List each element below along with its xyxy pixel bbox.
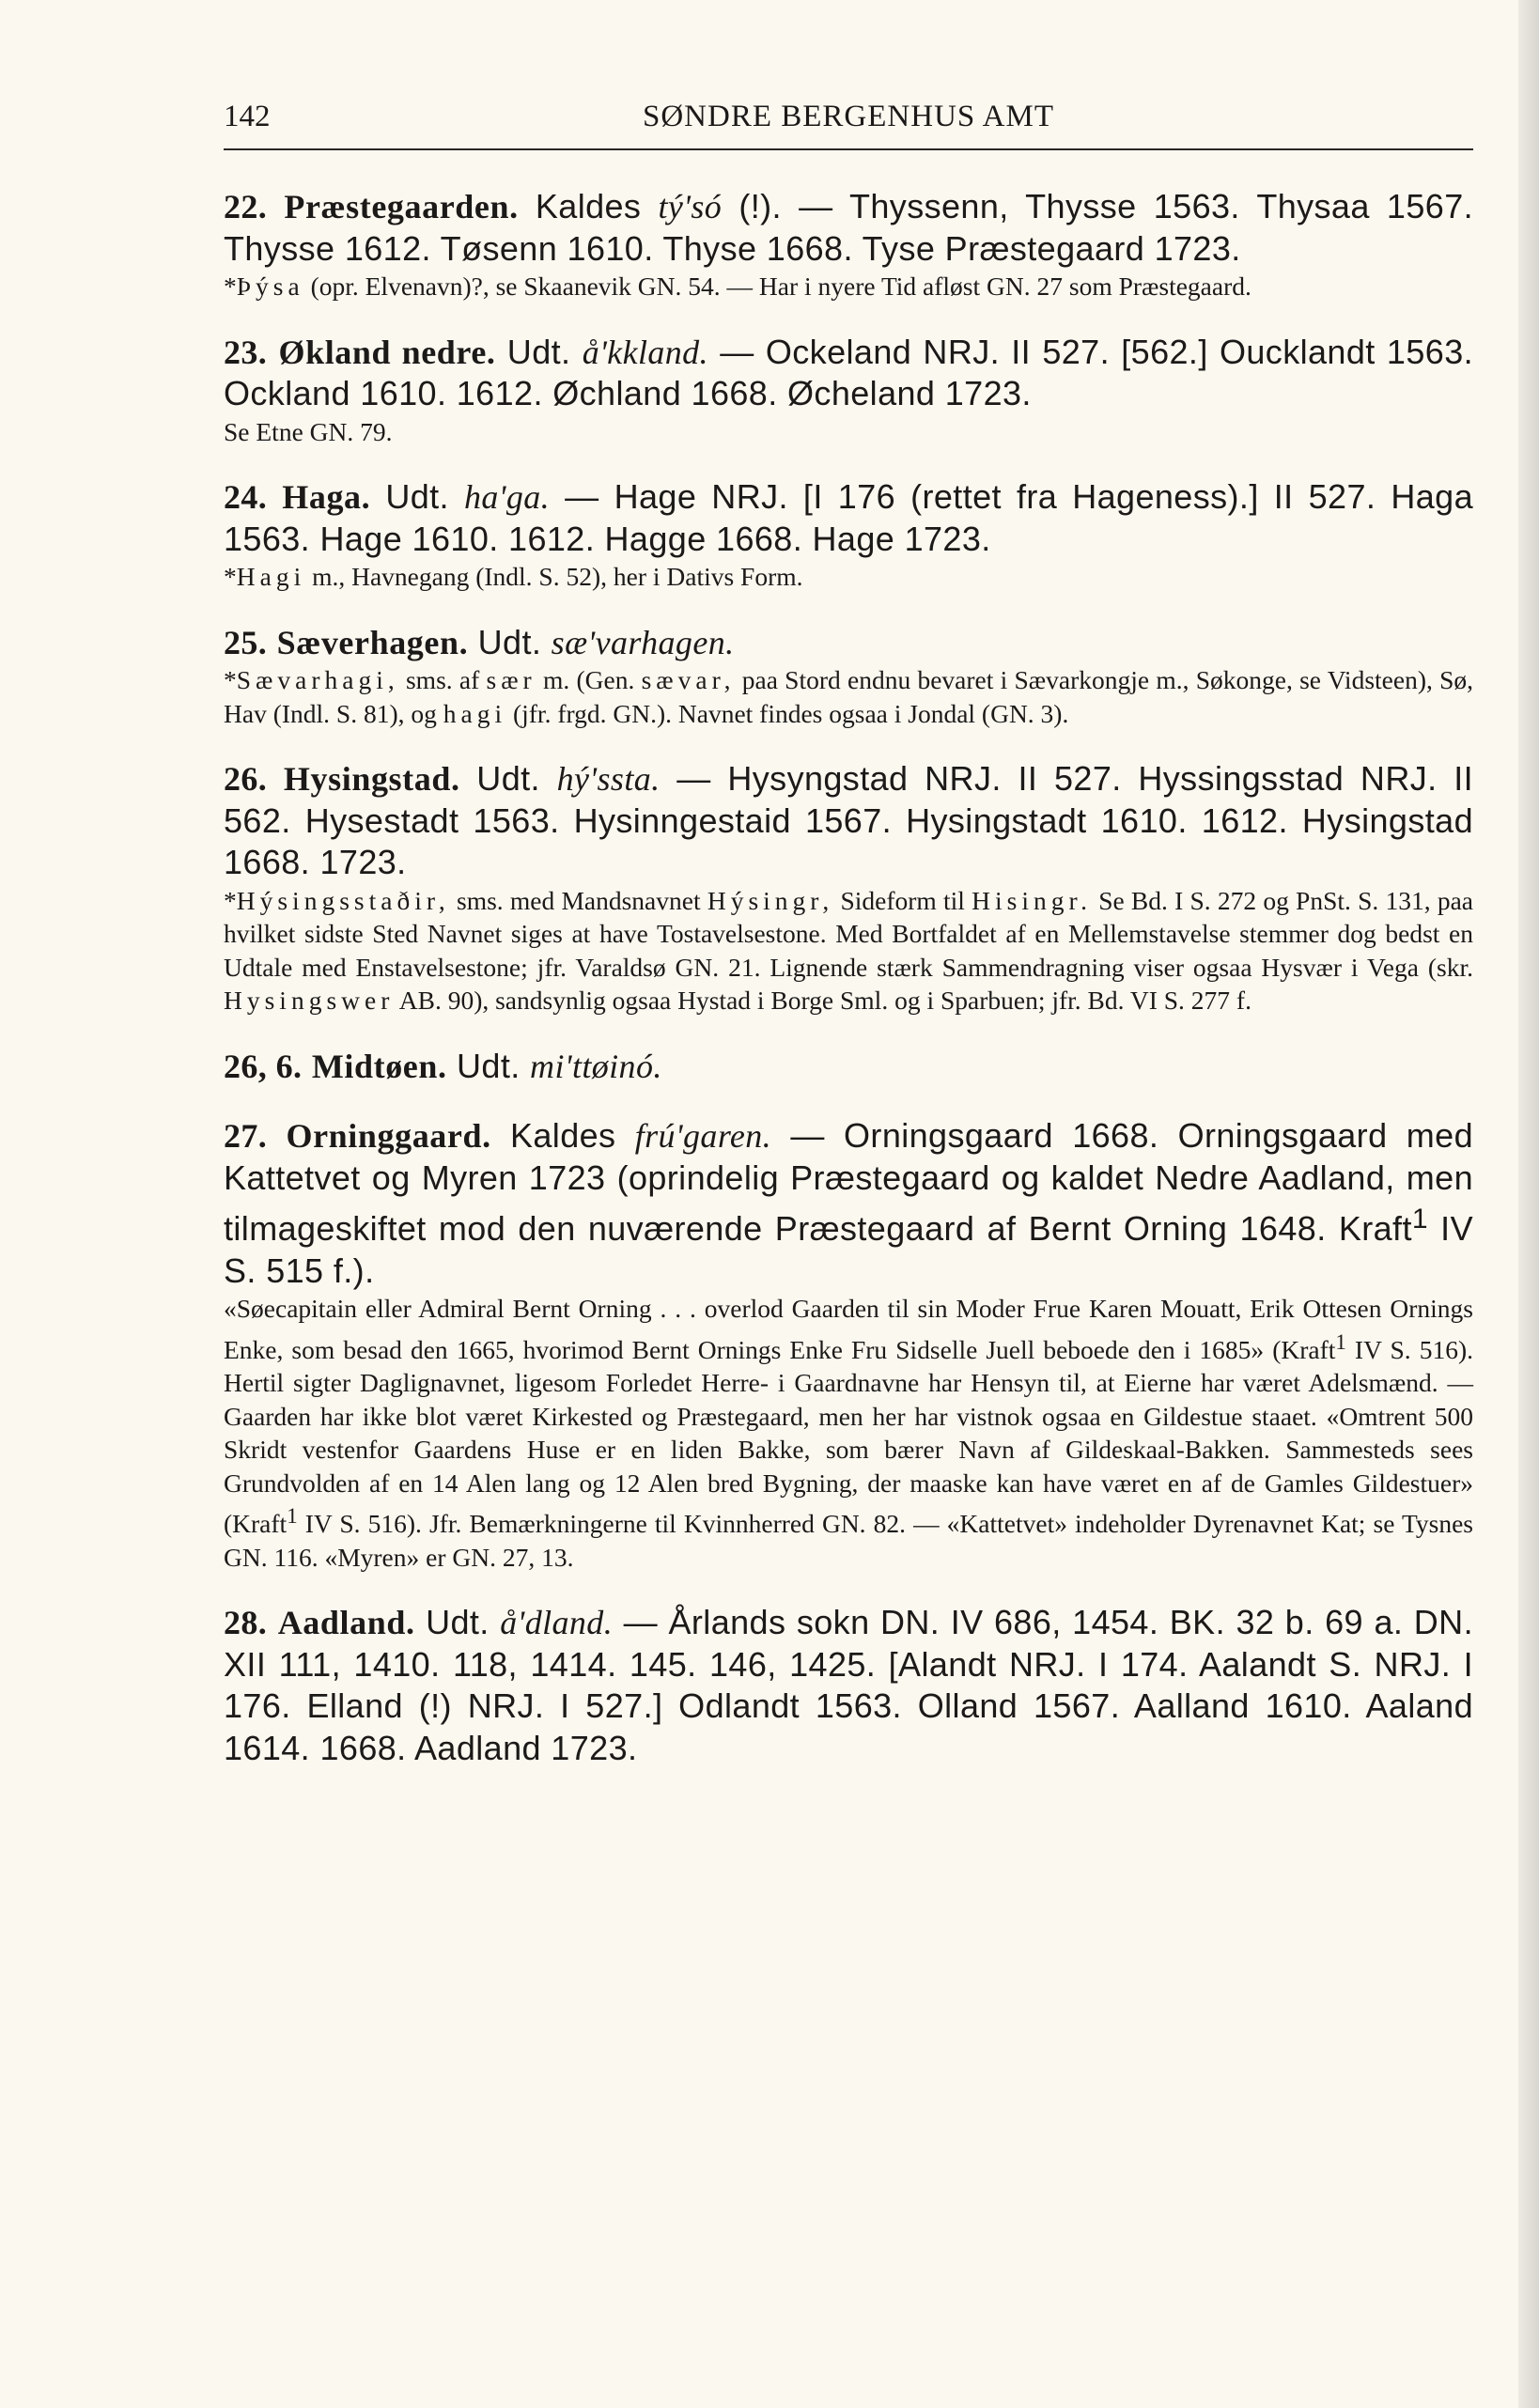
entry-note [224,884,1473,1018]
entry-pronunciation: frú'garen. [634,1117,772,1155]
entry-pronunciation: tý'só [658,188,723,225]
entry-25 [224,622,1473,731]
note-spaced-word: Hisingr. [972,885,1092,915]
entry-forms-tail: IV S. 515 f.). [224,1209,1473,1290]
entry-lead: Udt. [477,622,542,661]
entry-main-text [224,332,1473,415]
entry-lead: Udt. [457,1046,521,1085]
entry-lead: Kaldes [535,187,642,225]
entry-pronunciation: mi'ttøinó. [530,1047,662,1085]
note-text: Se Etne GN. 79. [224,416,393,446]
note-headword: Hagi [236,562,306,591]
note-text: Se Bd. I S. 272 og PnSt. S. 131, paa hvilket sidste Sted Navnet siges at have Tostavelsestone. Med Bortfaldet af en Mellemstavelse stemmer dog bedst en Udtale med Enstavelsestone; jfr. Varaldsø GN. 21. Lignende stærk Sammendragning viser ogsaa Hysvær i Vega (skr. [224,885,1473,982]
entry-number: 25. [224,623,268,661]
note-headword: Hýsingsstaðir, [236,885,450,915]
entry-number: 27. [224,1117,268,1155]
footnote-marker: 1 [1411,1204,1428,1235]
entry-lead: Udt. [476,759,540,798]
note-spaced-word: sær [486,665,536,694]
note-text: sms. med Mandsnavnet [457,885,701,915]
entry-name: Sæverhagen. [276,623,469,661]
entry-note [224,1292,1473,1574]
entry-26 [224,758,1473,1018]
entry-note [224,415,1473,449]
entry-name: Hysingstad. [283,760,460,798]
entry-22 [224,186,1473,303]
entry-number: 24. [224,478,268,516]
note-spaced-word: sævar, [641,665,736,694]
entry-main-text [224,476,1473,560]
entry-note [224,560,1473,594]
entry-number: 26. [224,760,268,798]
entry-number: 23. [224,333,268,371]
note-text: (jfr. frgd. GN.). Navnet findes ogsaa i Jondal (GN. 3). [512,698,1069,728]
note-headword: Sævarhagi, [236,665,399,694]
note-spaced-word: Hýsingr, [707,885,834,915]
note-star: * [224,665,237,694]
entry-forms: — Årlands sokn DN. IV 686, 1454. BK. 32 b. 69 a. DN. XII 111, 1410. 118, 1414. 145. 146, 1425. [Alandt NRJ. I 174. Aalandt S. NRJ. I 176. Elland (!) NRJ. I 527.] Odlandt 1563. Olland 1567. Aalland 1610. Aaland 1614. 1668. Aadland 1723. [224,1603,1473,1767]
entry-28 [224,1602,1473,1769]
entry-forms: — Ockeland NRJ. II 527. [562.] Oucklandt 1563. Ockland 1610. 1612. Øchland 1668. Øcheland 1723. [224,332,1474,412]
entry-name: Haga. [282,478,371,516]
entry-lead: Kaldes [509,1116,616,1155]
entry-main-text [224,1046,1473,1088]
entry-name: Aadland. [277,1604,415,1642]
footnote-marker: 1 [287,1504,298,1529]
note-star: * [224,562,237,591]
entry-name: Midtøen. [311,1047,447,1085]
note-text: Sideform til [840,885,965,915]
entry-forms: — Hysyngstad NRJ. II 527. Hyssingsstad NRJ. II 562. Hysestadt 1563. Hysinngestaid 1567. Hysingstadt 1610. 1612. Hysingstad 1668. 1723. [224,759,1474,881]
entry-main-text [224,758,1473,884]
entry-note [224,270,1473,303]
note-spaced-word: hagi [443,698,507,728]
header-rule [224,148,1473,150]
note-text: «Søecapitain eller Admiral Bernt Orning . . . overlod Gaarden til sin Moder Frue Karen Mouatt, Erik Ottesen Ornings Enke, som besad den 1665, hvorimod Bernt Ornings Enke Fru Sidselle Juell beboede den i 1685» (Kraft [224,1294,1473,1364]
entry-pronunciation: ha'ga. [463,478,551,516]
page-header [224,94,1473,141]
entry-name: Orninggaard. [286,1117,491,1155]
entry-pronunciation: å'kkland. [582,333,708,371]
note-text: m. (Gen. [542,665,635,694]
entry-forms: (!). — Thyssenn, Thysse 1563. Thysaa 1567. Thysse 1612. Tøsenn 1610. Thyse 1668. Tyse Præstegaard 1723. [224,187,1474,268]
entry-forms: — Orningsgaard 1668. Orningsgaard med Kattetvet og Myren 1723 (oprindelig Præstegaard og kaldet Nedre Aadland, men tilmageskiftet mod den nuværende Præstegaard af Bernt Orning 1648. Kraft [224,1116,1473,1248]
entry-lead: Udt. [426,1603,490,1642]
note-text: paa Stord endnu bevaret i Sævarkongje m., Søkonge, se Vidsteen), Sø, Hav (Indl. S. 81), og [224,665,1474,728]
entry-note [224,663,1473,730]
entry-24 [224,476,1473,594]
entry-pronunciation: sæ'varhagen. [551,623,735,661]
entry-forms: — Hage NRJ. [I 176 (rettet fra Hageness).] II 527. Haga 1563. Hage 1610. 1612. Hagge 1668. Hage 1723. [224,477,1473,558]
note-text: IV S. 516). Hertil sigter Daglignavnet, ligesom Forledet Herre- i Gaardnavne har Hensyn til, at Eierne har været Adelsmænd. — Gaarden har ikke blot været Kirkested og Præstegaard, men her har vistnok ogsaa en Gildestue staaet. «Omtrent 500 Skridt vestenfor Gaardens Huse er en liden Bakke, som bærer Navn af Gildeskaal-Bakken. Sammesteds sees Grundvolden af en 14 Alen lang og 12 Alen bred Bygning, der maaske kan have været en af de Gamles Gildestuer» (Kraft [224,1334,1473,1539]
entry-pronunciation: å'dland. [500,1604,614,1642]
entry-27 [224,1115,1473,1574]
running-title: SØNDRE BERGENHUS AMT [642,100,1055,133]
note-spaced-word: Hysingswer [224,986,395,1015]
entry-main-text [224,622,1473,664]
note-text: IV S. 516). Jfr. Bemærkningerne til Kvinnherred GN. 82. — «Kattetvet» indeholder Dyrenavnet Kat; se Tysnes GN. 116. «Myren» er GN. 27, 13. [224,1509,1474,1572]
footnote-marker: 1 [1335,1329,1346,1354]
entry-number: 26, 6. [224,1047,303,1085]
entry-lead: Udt. [385,477,449,516]
page-edge-shadow [1518,0,1539,2408]
note-headword: Þýsa [236,272,304,301]
note-text: AB. 90), sandsynlig ogsaa Hystad i Borge Sml. og i Sparbuen; jfr. Bd. VI S. 277 f. [398,986,1251,1015]
entry-23 [224,332,1473,449]
note-star: * [224,885,237,915]
note-star: * [224,272,237,301]
page-body [224,186,1473,1769]
note-text: (opr. Elvenavn)?, se Skaanevik GN. 54. — Har i nyere Tid afløst GN. 27 som Præstegaard. [310,272,1251,301]
note-text: m., Havnegang (Indl. S. 52), her i Dativs Form. [312,562,803,591]
note-text: sms. af [405,665,480,694]
entry-number: 28. [224,1604,268,1642]
entry-number: 22. [224,188,268,225]
entry-main-text [224,1602,1473,1769]
entry-lead: Udt. [506,332,571,371]
entry-pronunciation: hý'ssta. [556,760,661,798]
entry-main-text [224,186,1473,270]
entry-name: Præstegaarden. [284,188,519,225]
entry-name: Økland nedre. [278,333,496,371]
entry-main-text [224,1115,1473,1292]
page-number: 142 [224,100,271,133]
entry-26-6 [224,1046,1473,1088]
